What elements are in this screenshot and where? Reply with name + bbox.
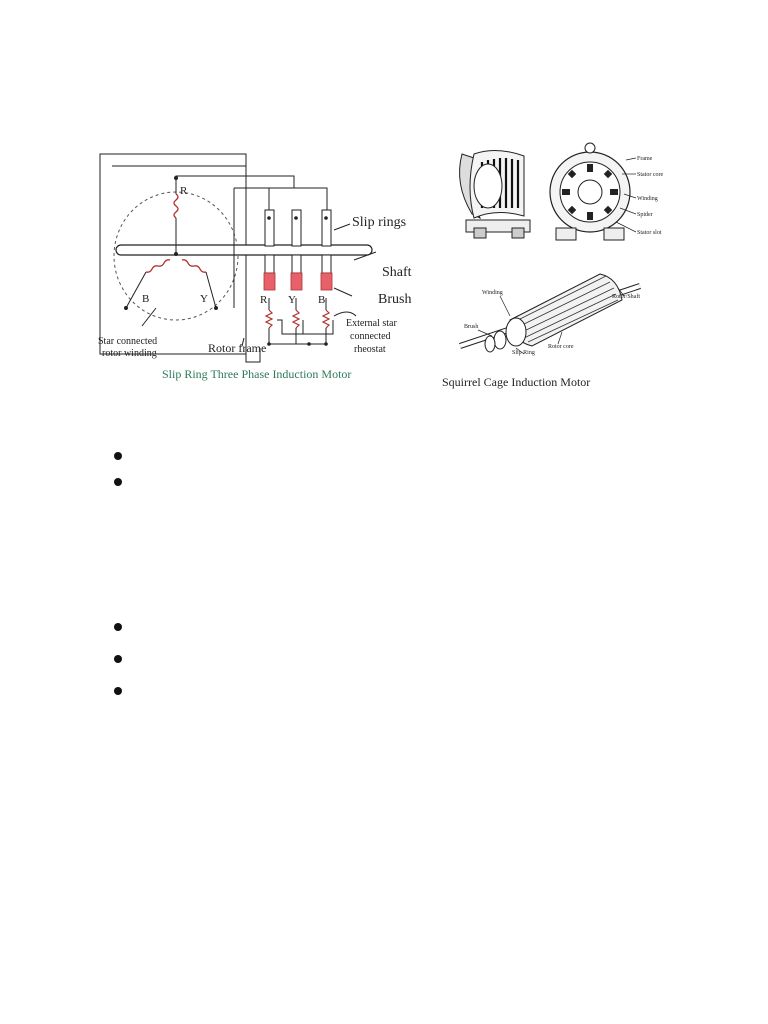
slip-rings-arrow [334, 224, 350, 230]
rheostat-slider-2 [303, 320, 333, 334]
label-rheostat-3: rheostat [354, 344, 386, 355]
rotor-drawing [460, 274, 640, 356]
label-slip-rings: Slip rings [352, 215, 407, 230]
slip-ring-1-dot [267, 216, 271, 220]
slip-ring-3 [322, 210, 331, 246]
brush-arrow [334, 288, 352, 296]
label-star-winding-2: rotor winding [102, 348, 157, 359]
b-node [124, 306, 128, 310]
bullet-3 [114, 623, 122, 631]
label-winding-rotor: Winding [482, 290, 503, 296]
label-frame: Frame [637, 156, 653, 162]
slip-ring-motor-diagram [94, 148, 430, 386]
rheo-node-mid [307, 342, 311, 346]
squirrel-cage-motor-illustration [440, 136, 680, 392]
slip-ring-2-lower [292, 255, 301, 273]
winding-b-coil [146, 260, 170, 272]
slip-ring-caption: Slip Ring Three Phase Induction Motor [162, 367, 352, 381]
shaft-bar [116, 245, 372, 255]
r-node [174, 176, 178, 180]
r-phase-lead [176, 176, 327, 210]
bullet-2 [114, 478, 122, 486]
brush-label-y: Y [288, 294, 296, 306]
rheostat-b [323, 310, 329, 328]
stator-end-view-drawing [550, 143, 663, 240]
label-rheostat-2: connected [350, 331, 391, 342]
slip-ring-2 [292, 210, 301, 246]
bullet-1 [114, 452, 122, 460]
label-brush-rotor: Brush [464, 324, 479, 330]
slip-ring-3-lower [322, 255, 331, 273]
squirrel-cage-caption: Squirrel Cage Induction Motor [442, 375, 591, 389]
rheo-node-b [324, 342, 328, 346]
label-brush: Brush [378, 292, 412, 307]
rheostat-arrow [334, 312, 356, 316]
brush-r [264, 273, 275, 290]
winding-label-r: R [180, 185, 188, 197]
rheostat-slider-1 [277, 320, 303, 334]
label-slip-ring: Slip Ring [512, 350, 535, 356]
slip-ring-3-dot [324, 216, 328, 220]
label-winding: Winding [637, 196, 658, 202]
brush-y [291, 273, 302, 290]
stator-cutaway-drawing [460, 150, 530, 238]
label-stator-core: Stator core [637, 172, 664, 178]
frame-inner-line [112, 166, 246, 306]
winding-r-coil [174, 194, 178, 218]
bullet-4 [114, 655, 122, 663]
label-rotor-core: Rotor core [548, 344, 574, 350]
label-stator-slot: Stator slot [637, 230, 662, 236]
rheostat-y [293, 310, 299, 328]
slip-ring-1-lower [265, 255, 274, 273]
brush-label-r: R [260, 294, 268, 306]
label-rheostat-1: External star [346, 318, 397, 329]
slip-ring-2-dot [294, 216, 298, 220]
brush-b [321, 273, 332, 290]
rheo-node-r [267, 342, 271, 346]
rheostat-r [266, 310, 272, 328]
label-spider: Spider [637, 212, 653, 218]
label-rotor-shaft: Rotor/Shaft [612, 294, 640, 300]
slip-ring-1 [265, 210, 274, 246]
star-point [174, 252, 178, 256]
brush-label-b: B [318, 294, 326, 306]
label-shaft: Shaft [382, 265, 412, 280]
winding-label-y: Y [200, 293, 208, 305]
label-rotor-frame: Rotor frame [208, 341, 267, 355]
bullet-5 [114, 687, 122, 695]
winding-y-coil [182, 260, 206, 272]
label-star-winding-1: Star connected [98, 336, 158, 347]
y-node [214, 306, 218, 310]
winding-label-b: B [142, 293, 150, 305]
